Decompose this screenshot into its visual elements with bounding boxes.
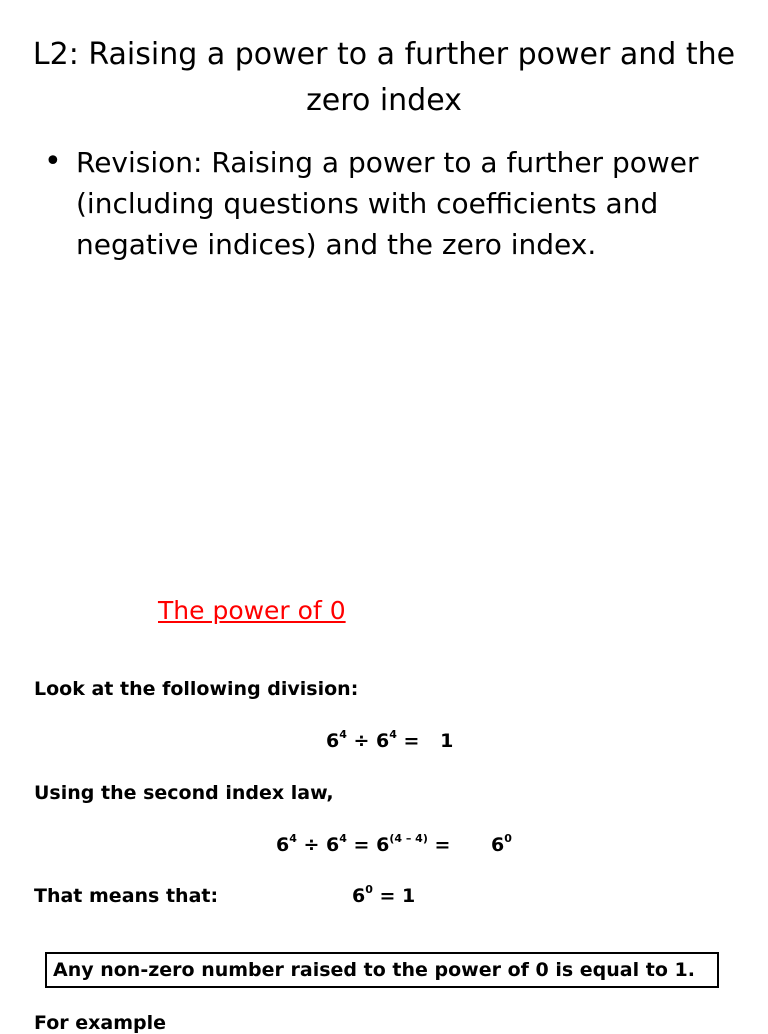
eq1-exp2: 4 <box>389 728 397 741</box>
eq1-exp1: 4 <box>339 728 347 741</box>
using-text: Using the second index law, <box>34 782 334 804</box>
equation-zero-power <box>352 885 415 907</box>
bullet-text: Revision: Raising a power to a further power (including questions with coefficients and negative indices) and the zero index. <box>76 146 699 261</box>
look-text: Look at the following division: <box>34 678 359 700</box>
equation-index-law <box>276 834 512 856</box>
eq2-base1: 6 <box>276 834 290 856</box>
eq1-base2: 6 <box>376 730 390 752</box>
eq1-equals: = <box>396 730 427 752</box>
eq1-base1: 6 <box>326 730 340 752</box>
eq2-op: ÷ <box>296 834 327 856</box>
eq2-base3: 6 <box>376 834 390 856</box>
bullet-symbol: • <box>44 144 62 179</box>
eq2-exp1: 4 <box>289 832 297 845</box>
eq2-eq-a: = <box>346 834 377 856</box>
eq3-base: 6 <box>352 885 366 907</box>
slide-title: L2: Raising a power to a further power and the zero index <box>32 37 736 118</box>
eq2-eq-b: = <box>427 834 458 856</box>
eq1-op: ÷ <box>346 730 377 752</box>
eq2-result-base: 6 <box>491 834 505 856</box>
eq1-result: 1 <box>440 730 454 752</box>
eq2-base2: 6 <box>326 834 340 856</box>
eq3-exp: 0 <box>365 883 373 896</box>
rule-text: Any non-zero number raised to the power of 0 is equal to 1. <box>53 959 695 981</box>
eq3-rest: = 1 <box>372 885 416 907</box>
means-text: That means that: <box>34 885 219 907</box>
eq2-exp3: (4 – 4) <box>389 832 428 845</box>
eq2-exp2: 4 <box>339 832 347 845</box>
example-text: For example <box>34 1012 167 1034</box>
section-heading: The power of 0 <box>158 596 346 625</box>
eq2-result-exp: 0 <box>504 832 512 845</box>
equation-division <box>326 730 453 752</box>
